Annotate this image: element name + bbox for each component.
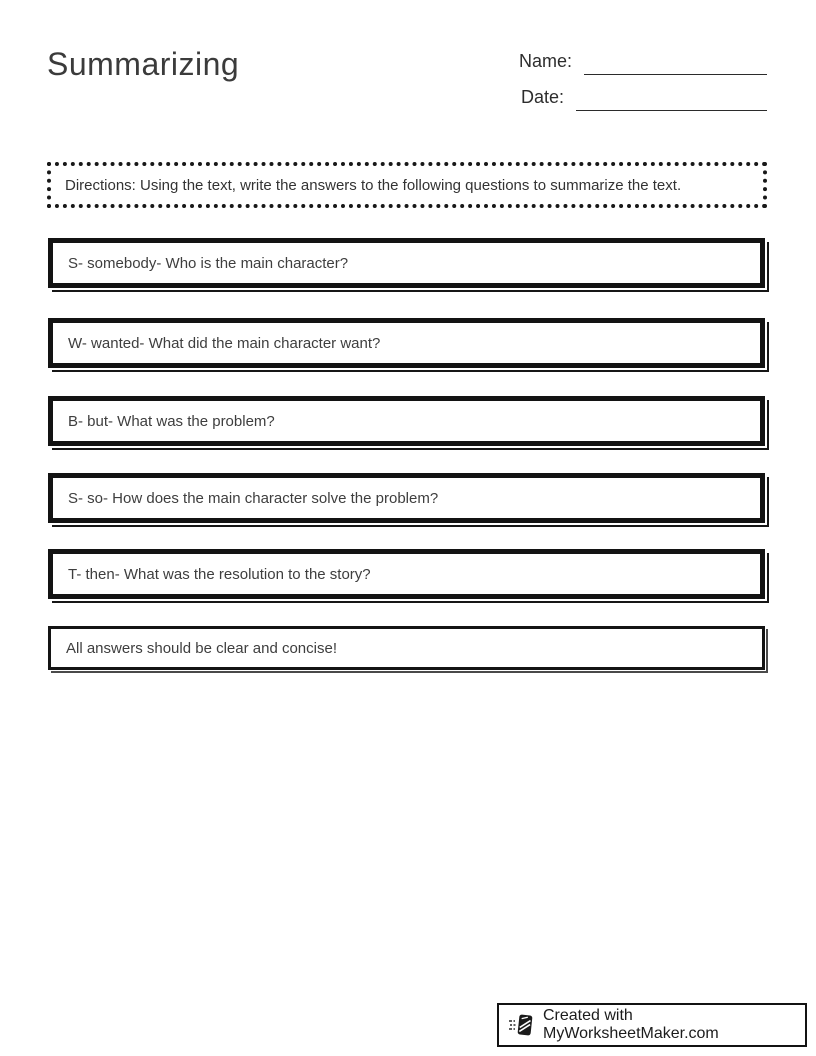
question-text: W- wanted- What did the main character want? — [68, 334, 381, 352]
date-label: Date: — [520, 87, 564, 107]
date-row — [519, 86, 767, 111]
question-text: T- then- What was the resolution to the story? — [68, 565, 371, 583]
flying-worksheet-icon — [509, 1012, 535, 1038]
name-row — [519, 50, 767, 75]
note-box — [48, 626, 765, 670]
question-box — [48, 549, 765, 599]
question-text: B- but- What was the problem? — [68, 412, 275, 430]
name-label: Name: — [518, 51, 572, 71]
directions-text: Directions: Using the text, write the answers to the following questions to summarize the text. — [65, 176, 682, 194]
directions-box — [47, 162, 767, 208]
date-blank-line[interactable] — [576, 86, 767, 111]
page-title: Summarizing — [47, 46, 240, 82]
name-date-block — [519, 50, 767, 122]
question-box — [48, 238, 765, 288]
footer-credit — [497, 1003, 807, 1047]
question-text: S- somebody- Who is the main character? — [68, 254, 349, 272]
question-box — [48, 396, 765, 446]
name-blank-line[interactable] — [584, 50, 767, 75]
question-box — [48, 473, 765, 523]
question-text: S- so- How does the main character solve the problem? — [68, 489, 439, 507]
question-box — [48, 318, 765, 368]
footer-text: Created with MyWorksheetMaker.com — [543, 1007, 719, 1042]
note-text: All answers should be clear and concise! — [66, 639, 337, 657]
